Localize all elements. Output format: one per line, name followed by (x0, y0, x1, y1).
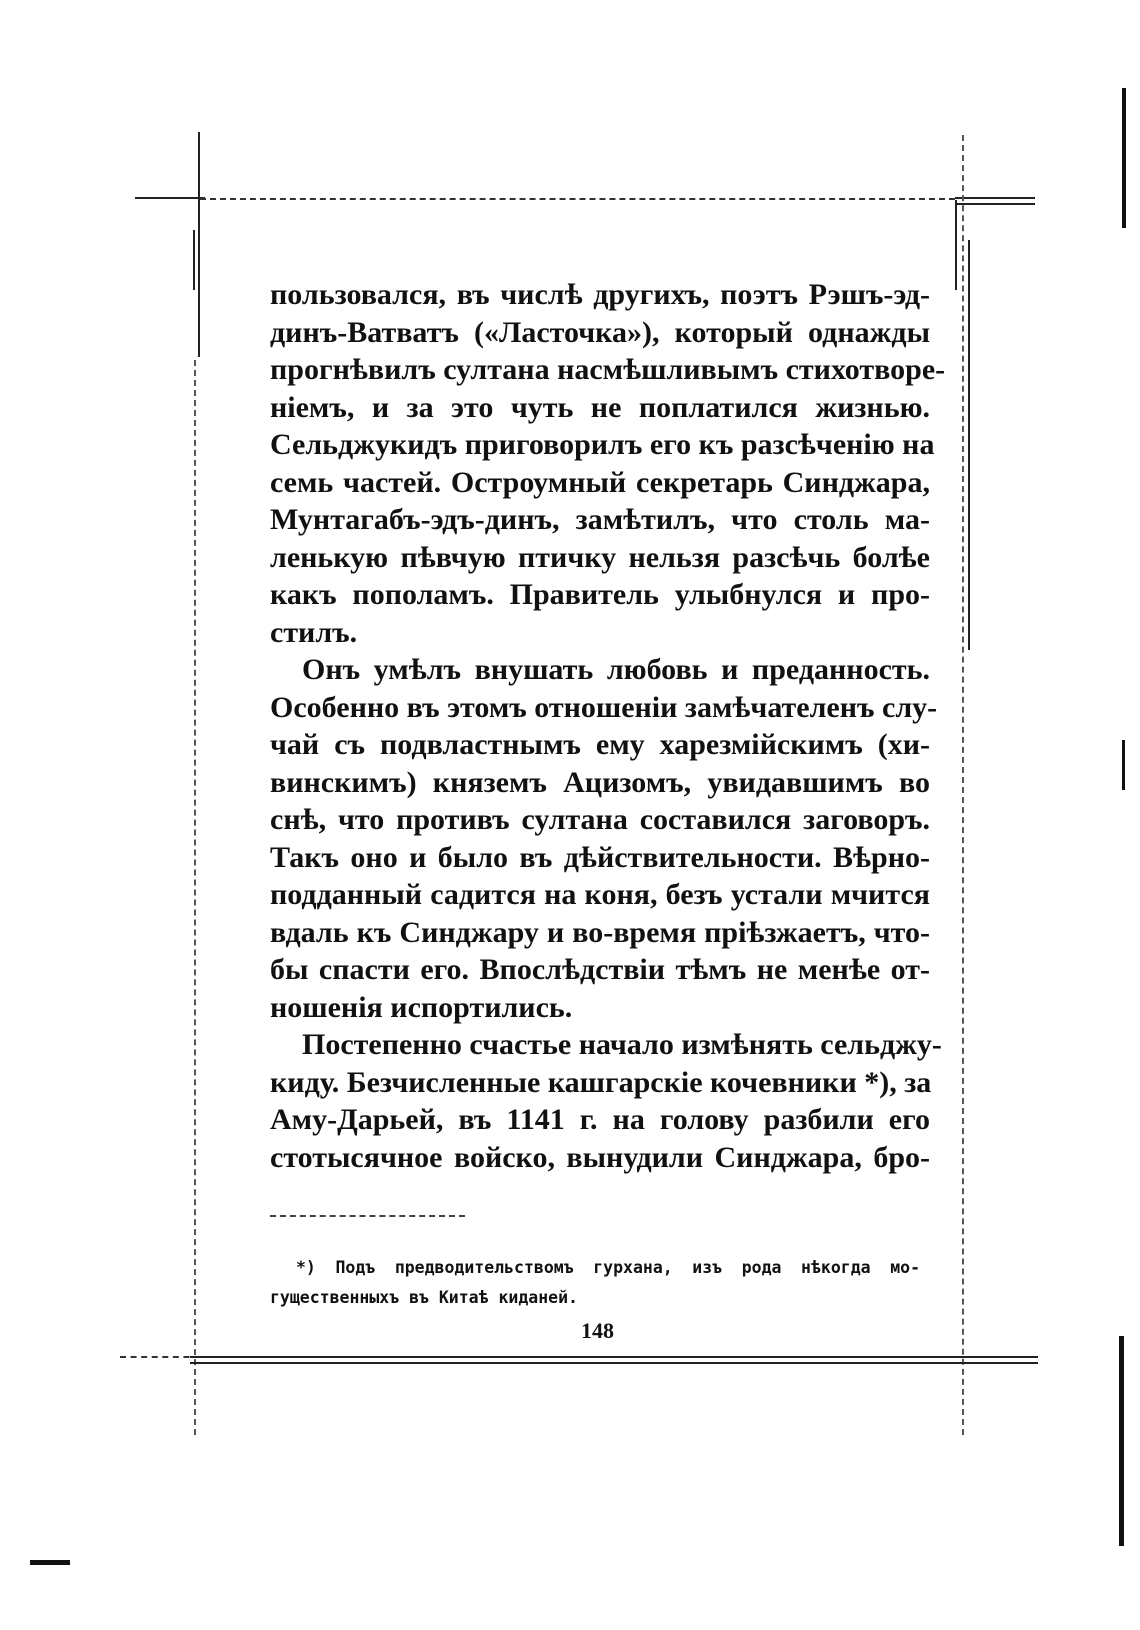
scan-edge-mark-bottom-left (30, 1560, 70, 1565)
frame-bottom-rule (190, 1356, 1038, 1358)
frame-bottom-rule-left (120, 1356, 200, 1358)
body-text (270, 276, 946, 1176)
body-line: семь частей. Остроумный секретарь Синджара, (270, 465, 930, 499)
body-line: Сельджукидъ приговорилъ его къ разсѣченію на (270, 428, 935, 461)
frame-top-rule-right (955, 197, 1035, 199)
body-line: стилъ. (270, 615, 358, 649)
body-line: чай съ подвластнымъ ему харезмійскимъ (хи- (270, 728, 930, 761)
body-line: стотысячное войско, вынудили Синджара, бро- (270, 1140, 930, 1174)
frame-left-rule-dashed (194, 360, 196, 1435)
body-line: ношенія испортились. (270, 990, 573, 1024)
body-line: Аму-Дарьей, въ 1141 г. на голову разбили его (270, 1103, 930, 1136)
footnote-line: гущественныхъ въ Китаѣ киданей. (270, 1288, 578, 1307)
body-line: вдаль къ Синджару и во-время пріѣзжаетъ, что- (270, 915, 930, 949)
scan-edge-mark-bottom-right (1119, 1336, 1124, 1546)
footnote (270, 1253, 920, 1313)
body-line: винскимъ) княземъ Ацизомъ, увидавшимъ во (270, 765, 930, 799)
body-line: ленькую пѣвчую птичку нельзя разсѣчь болѣе (270, 540, 930, 574)
body-line: какъ пополамъ. Правитель улыбнулся и про- (270, 578, 930, 611)
frame-top-rule (200, 198, 955, 200)
body-line: Постепенно счастье начало измѣнять сельджу- (302, 1028, 942, 1061)
body-line: Онъ умѣлъ внушать любовь и преданность. (302, 653, 930, 686)
body-line: Особенно въ этомъ отношеніи замѣчателенъ слу- (270, 690, 938, 724)
page-number: 148 (581, 1318, 614, 1343)
scan-edge-mark-mid-right (1122, 740, 1125, 790)
body-line: ніемъ, и за это чуть не поплатился жизнью. (270, 390, 930, 424)
body-line: бы спасти его. Впослѣдствіи тѣмъ не менѣе от- (270, 953, 930, 986)
body-line: Мунтагабъ-эдъ-динъ, замѣтилъ, что столь ма- (270, 503, 930, 536)
body-line: киду. Безчисленные кашгарскіе кочевники *), за (270, 1065, 932, 1099)
body-line: пользовался, въ числѣ другихъ, поэтъ Рэшъ-эд- (270, 278, 930, 311)
frame-bottom-rule-2 (190, 1362, 1038, 1364)
body-line: прогнѣвилъ султана насмѣшливымъ стихотворе- (270, 353, 946, 386)
frame-right-rule (955, 200, 957, 290)
frame-top-rule-right-2 (955, 203, 1035, 205)
frame-left-rule (198, 132, 200, 357)
body-line: подданный садится на коня, безъ устали мчится (270, 878, 930, 911)
frame-left-rule-2 (193, 230, 195, 290)
footnote-line: *) Подъ предводительствомъ гурхана, изъ рода нѣкогда мо- (296, 1258, 920, 1277)
frame-right-rule-2 (968, 240, 970, 650)
body-line: Такъ оно и было въ дѣйствительности. Вѣрно- (270, 840, 930, 874)
frame-top-rule-left (135, 197, 205, 199)
frame-right-rule-dashed (962, 135, 964, 1435)
body-line: снѣ, что противъ султана составился заговоръ. (270, 803, 930, 836)
footnote-separator (270, 1215, 465, 1217)
scan-edge-mark-top-right (1122, 88, 1126, 228)
body-line: динъ-Ватватъ («Ласточка»), который однажды (270, 315, 930, 349)
